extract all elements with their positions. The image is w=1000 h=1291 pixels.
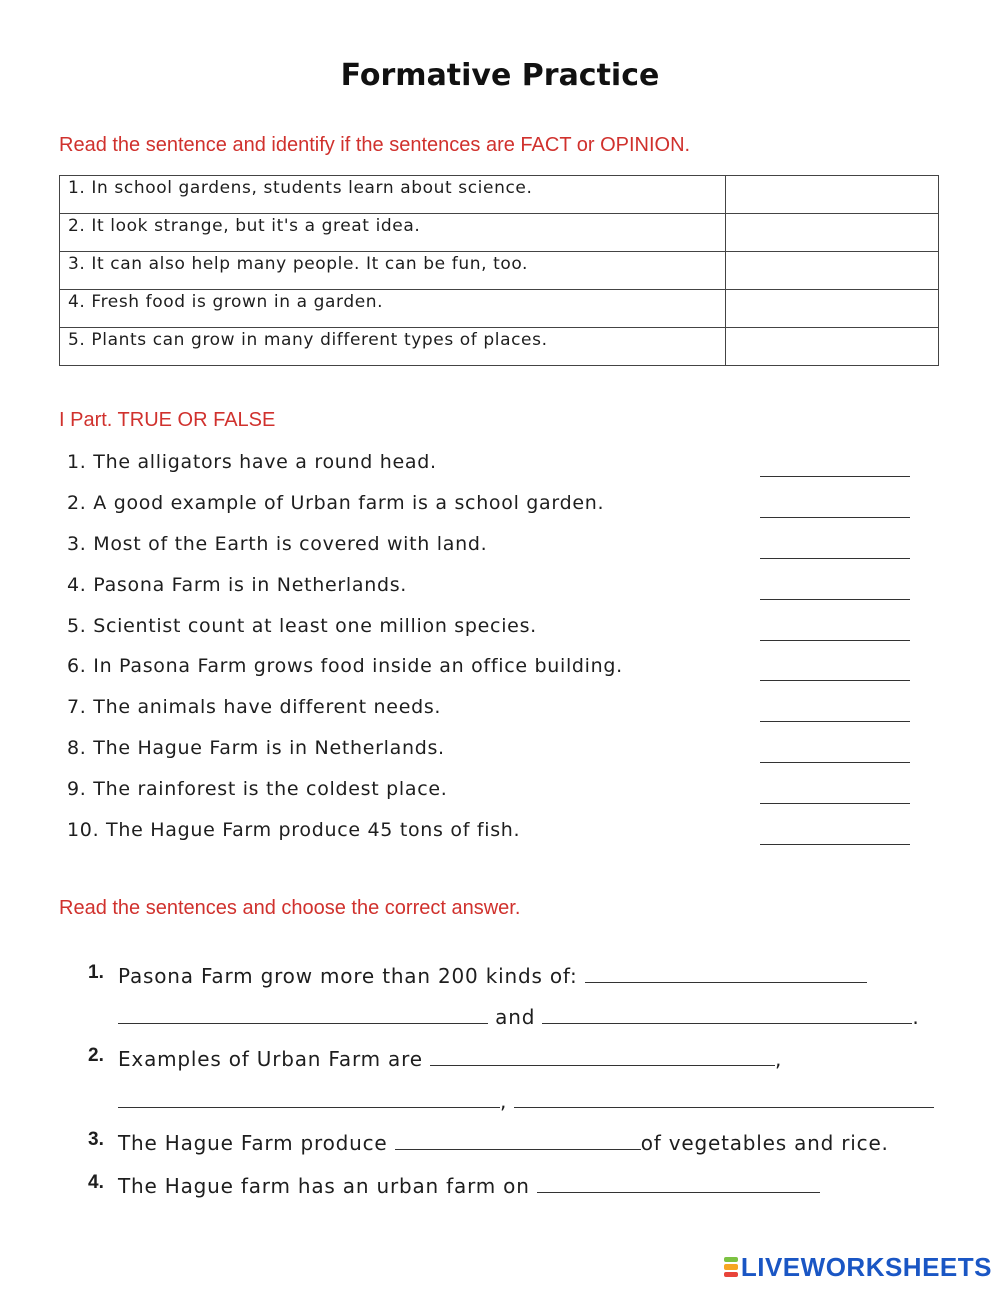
- answer-cell[interactable]: [726, 252, 939, 290]
- logo-text: LIVEWORKSHEETS: [740, 1251, 992, 1282]
- list-item: [67, 451, 917, 481]
- question-number: 4.: [88, 1172, 104, 1193]
- list-item: [67, 615, 917, 645]
- answer-blank[interactable]: [430, 1045, 775, 1066]
- answer-blank[interactable]: [760, 615, 910, 641]
- statement-text: 9. The rainforest is the coldest place.: [67, 778, 448, 800]
- answer-blank[interactable]: [760, 533, 910, 559]
- question-text: The Hague farm has an urban farm on: [118, 1174, 530, 1198]
- table-row: [60, 252, 939, 290]
- answer-cell[interactable]: [726, 214, 939, 252]
- list-item: [67, 492, 917, 522]
- comma-text: ,: [500, 1089, 508, 1113]
- table-row: [60, 176, 939, 214]
- answer-blank[interactable]: [760, 737, 910, 763]
- answer-blank[interactable]: [760, 655, 910, 681]
- sentence-cell: 2. It look strange, but it's a great idea.: [60, 214, 726, 252]
- answer-blank[interactable]: [760, 819, 910, 845]
- liveworksheets-logo: [724, 1249, 992, 1285]
- question-text: Pasona Farm grow more than 200 kinds of:: [118, 964, 578, 988]
- sentence-cell: 3. It can also help many people. It can be fun, too.: [60, 252, 726, 290]
- list-item: [67, 819, 917, 849]
- and-text: and: [495, 1005, 536, 1029]
- comma-text: ,: [774, 1047, 783, 1071]
- answer-blank[interactable]: [760, 574, 910, 600]
- statement-text: 3. Most of the Earth is covered with land.: [67, 533, 488, 555]
- answer-cell[interactable]: [726, 328, 939, 366]
- statement-text: 1. The alligators have a round head.: [67, 451, 437, 473]
- liveworksheets-logo-icon: [724, 1256, 738, 1278]
- statement-text: 2. A good example of Urban farm is a school garden.: [67, 492, 605, 514]
- question-number: 3.: [88, 1129, 104, 1150]
- list-item: [67, 696, 917, 726]
- choose-answer-heading: Read the sentences and choose the correct answer.: [59, 897, 521, 919]
- question-text: The Hague Farm produce: [118, 1131, 388, 1155]
- fact-opinion-heading: Read the sentence and identify if the sentences are FACT or OPINION.: [59, 134, 691, 156]
- statement-text: 6. In Pasona Farm grows food inside an office building.: [67, 655, 623, 677]
- sentence-cell: 1. In school gardens, students learn about science.: [60, 176, 726, 214]
- period-text: .: [912, 1005, 920, 1029]
- table-row: [60, 290, 939, 328]
- list-item: [67, 778, 917, 808]
- sentence-cell: 5. Plants can grow in many different types of places.: [60, 328, 726, 366]
- list-item: [67, 737, 917, 767]
- question-number: 2.: [88, 1045, 104, 1066]
- table-row: [60, 328, 939, 366]
- statement-text: 4. Pasona Farm is in Netherlands.: [67, 574, 408, 596]
- answer-blank[interactable]: [514, 1087, 934, 1108]
- answer-cell[interactable]: [726, 176, 939, 214]
- statement-text: 10. The Hague Farm produce 45 tons of fish.: [67, 819, 521, 841]
- list-item: [67, 655, 917, 685]
- list-item: [67, 574, 917, 604]
- true-false-heading: I Part. TRUE OR FALSE: [59, 409, 276, 431]
- answer-blank[interactable]: [760, 778, 910, 804]
- answer-cell[interactable]: [726, 290, 939, 328]
- answer-blank[interactable]: [542, 1003, 912, 1024]
- answer-blank[interactable]: [395, 1129, 641, 1150]
- list-item: [67, 533, 917, 563]
- answer-blank[interactable]: [585, 962, 867, 983]
- statement-text: 8. The Hague Farm is in Netherlands.: [67, 737, 445, 759]
- question-text: Examples of Urban Farm are: [118, 1047, 423, 1071]
- answer-blank[interactable]: [760, 451, 910, 477]
- statement-text: 7. The animals have different needs.: [67, 696, 442, 718]
- page-title: Formative Practice: [340, 58, 660, 93]
- answer-blank[interactable]: [118, 1003, 488, 1024]
- answer-blank[interactable]: [537, 1172, 820, 1193]
- sentence-cell: 4. Fresh food is grown in a garden.: [60, 290, 726, 328]
- statement-text: 5. Scientist count at least one million species.: [67, 615, 537, 637]
- question-text-after: of vegetables and rice.: [640, 1131, 889, 1155]
- question-number: 1.: [88, 962, 104, 983]
- answer-blank[interactable]: [760, 492, 910, 518]
- answer-blank[interactable]: [118, 1087, 500, 1108]
- table-row: [60, 214, 939, 252]
- answer-blank[interactable]: [760, 696, 910, 722]
- fact-opinion-table: [59, 175, 939, 366]
